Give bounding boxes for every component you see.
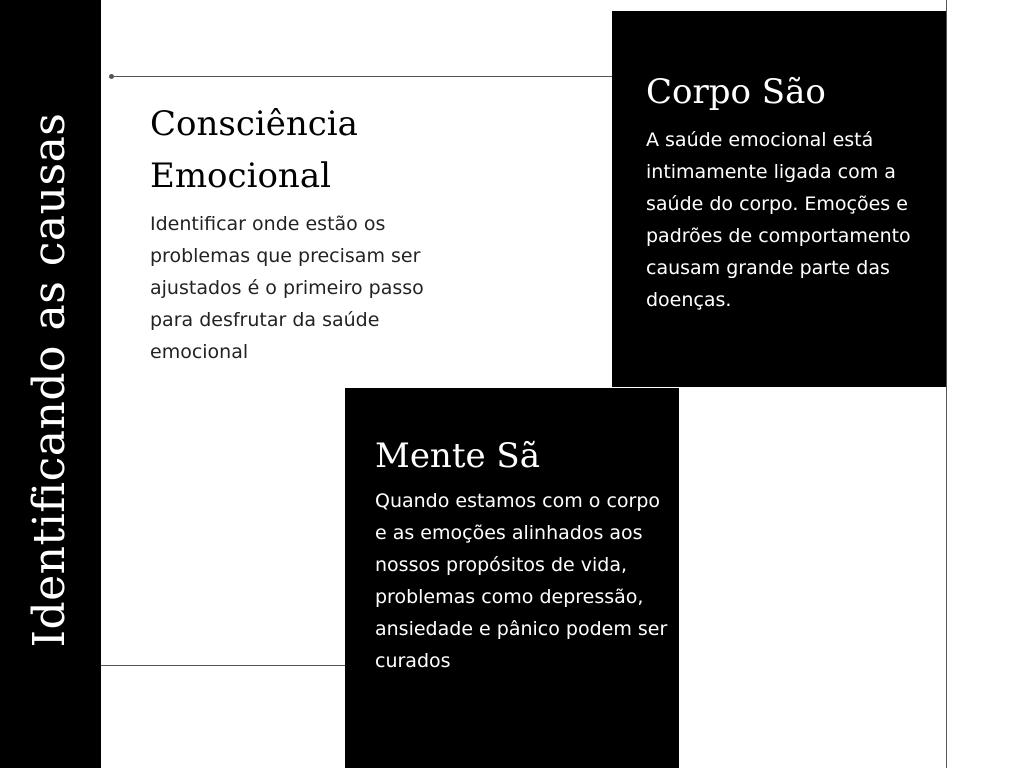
corpo-text: A saúde emocional está intimamente ligada com a saúde do corpo. Emoções e padrões de comportamento causam grande parte das doenças.	[646, 129, 911, 311]
consciencia-heading: Consciência Emocional	[150, 104, 358, 196]
corpo-heading: Corpo São	[646, 72, 826, 112]
divider-line-bottom	[101, 665, 346, 666]
mente-heading: Mente Sã	[375, 436, 540, 476]
side-bar	[0, 0, 101, 768]
side-title: Identificando as causas	[24, 112, 75, 648]
mente-text: Quando estamos com o corpo e as emoções alinhados aos nossos propósitos de vida, problemas como depressão, ansiedade e pânico podem ser curados	[375, 490, 668, 672]
section-mente	[345, 388, 679, 768]
section-corpo	[612, 11, 946, 387]
divider-line-top	[111, 76, 613, 77]
divider-line-right	[946, 0, 947, 768]
consciencia-text: Identificar onde estão os problemas que precisam ser ajustados é o primeiro passo para desfrutar da saúde emocional	[150, 213, 424, 363]
